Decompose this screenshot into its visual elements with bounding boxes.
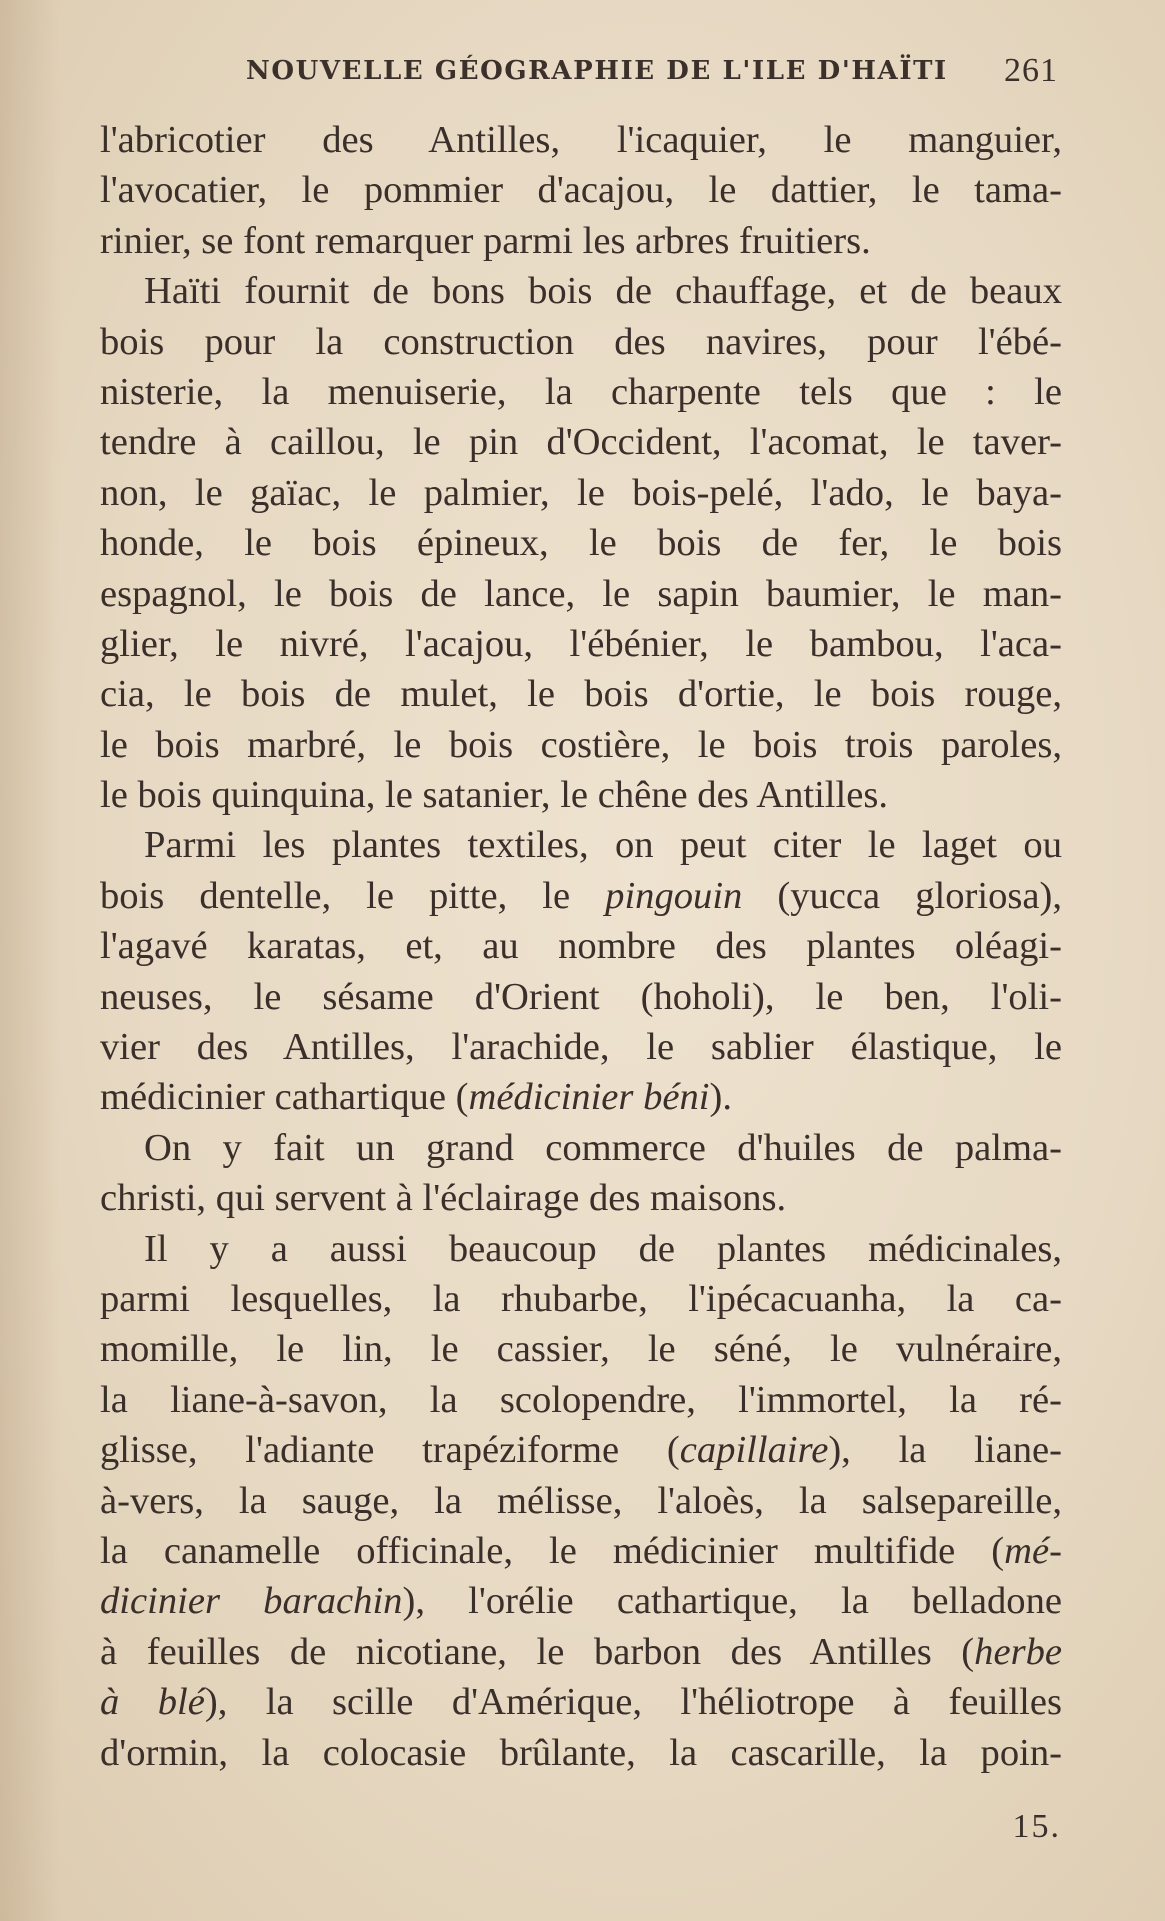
signature-mark: 15. xyxy=(1012,1808,1061,1845)
text-line: Haïti fournit de bons bois de chauffage, et de beaux xyxy=(144,270,1062,313)
text-line: honde, le bois épineux, le bois de fer, le bois xyxy=(100,522,1062,565)
text-line: le bois quinquina, le satanier, le chêne des Antilles. xyxy=(100,774,889,817)
body-text xyxy=(100,115,1062,1778)
text-line: l'abricotier des Antilles, l'icaquier, le manguier, xyxy=(100,119,1062,161)
text-line: d'ormin, la colocasie brûlante, la cascarille, la poin- xyxy=(100,1731,1062,1774)
italic-term: à blé xyxy=(100,1681,205,1724)
text-line: neuses, le sésame d'Orient (hoholi), le ben, l'oli- xyxy=(100,975,1062,1018)
text-line: à-vers, la sauge, la mélisse, l'aloès, la salsepareille, xyxy=(100,1479,1062,1522)
text-line: l'agavé karatas, et, au nombre des plantes oléagi- xyxy=(100,925,1062,968)
italic-term: capillaire xyxy=(679,1429,829,1472)
italic-term: herbe xyxy=(974,1630,1062,1673)
running-title: NOUVELLE GÉOGRAPHIE DE L'ILE D'HAÏTI xyxy=(246,56,948,86)
text-line: la canamelle officinale, le médicinier multifide (mé- xyxy=(100,1529,1062,1572)
text-line: glisse, l'adiante trapéziforme (capillaire), la liane- xyxy=(100,1429,1062,1472)
text-line: non, le gaïac, le palmier, le bois-pelé, l'ado, le baya- xyxy=(100,471,1062,514)
text-line: dicinier barachin), l'orélie cathartique, la belladone xyxy=(100,1580,1062,1623)
text-line: tendre à caillou, le pin d'Occident, l'acomat, le taver- xyxy=(100,421,1062,464)
text-line: cia, le bois de mulet, le bois d'ortie, le bois rouge, xyxy=(100,673,1062,716)
italic-term: dicinier barachin xyxy=(100,1580,403,1623)
page-header xyxy=(246,50,1058,98)
page-number: 261 xyxy=(1004,52,1058,89)
text-line: Parmi les plantes textiles, on peut citer le laget ou xyxy=(144,824,1062,867)
text-line: christi, qui servent à l'éclairage des maisons. xyxy=(100,1177,787,1220)
text-line: bois pour la construction des navires, pour l'ébé- xyxy=(100,320,1062,363)
italic-term: médicinier béni xyxy=(468,1076,710,1119)
text-line: glier, le nivré, l'acajou, l'ébénier, le bambou, l'aca- xyxy=(100,622,1062,665)
text-line: l'avocatier, le pommier d'acajou, le dattier, le tama- xyxy=(100,169,1062,212)
text-line: espagnol, le bois de lance, le sapin baumier, le man- xyxy=(100,572,1062,615)
italic-term: mé- xyxy=(1004,1529,1062,1572)
text-line: rinier, se font remarquer parmi les arbres fruitiers. xyxy=(100,219,871,262)
text-line: bois dentelle, le pitte, le pingouin (yucca gloriosa), xyxy=(100,874,1062,917)
text-line: médicinier cathartique (médicinier béni). xyxy=(100,1076,732,1119)
text-line: le bois marbré, le bois costière, le bois trois paroles, xyxy=(100,723,1062,766)
italic-term: pingouin xyxy=(605,874,743,917)
text-line: nisterie, la menuiserie, la charpente tels que : le xyxy=(100,370,1062,413)
text-line: parmi lesquelles, la rhubarbe, l'ipécacuanha, la ca- xyxy=(100,1277,1062,1320)
text-line: Il y a aussi beaucoup de plantes médicinales, xyxy=(144,1227,1062,1270)
text-line: à feuilles de nicotiane, le barbon des Antilles (herbe xyxy=(100,1630,1062,1673)
text-line: à blé), la scille d'Amérique, l'héliotrope à feuilles xyxy=(100,1681,1062,1724)
text-line: vier des Antilles, l'arachide, le sablier élastique, le xyxy=(100,1026,1062,1069)
text-line: la liane-à-savon, la scolopendre, l'immortel, la ré- xyxy=(100,1378,1062,1421)
text-line: On y fait un grand commerce d'huiles de palma- xyxy=(144,1126,1062,1169)
text-line: momille, le lin, le cassier, le séné, le vulnéraire, xyxy=(100,1328,1062,1371)
